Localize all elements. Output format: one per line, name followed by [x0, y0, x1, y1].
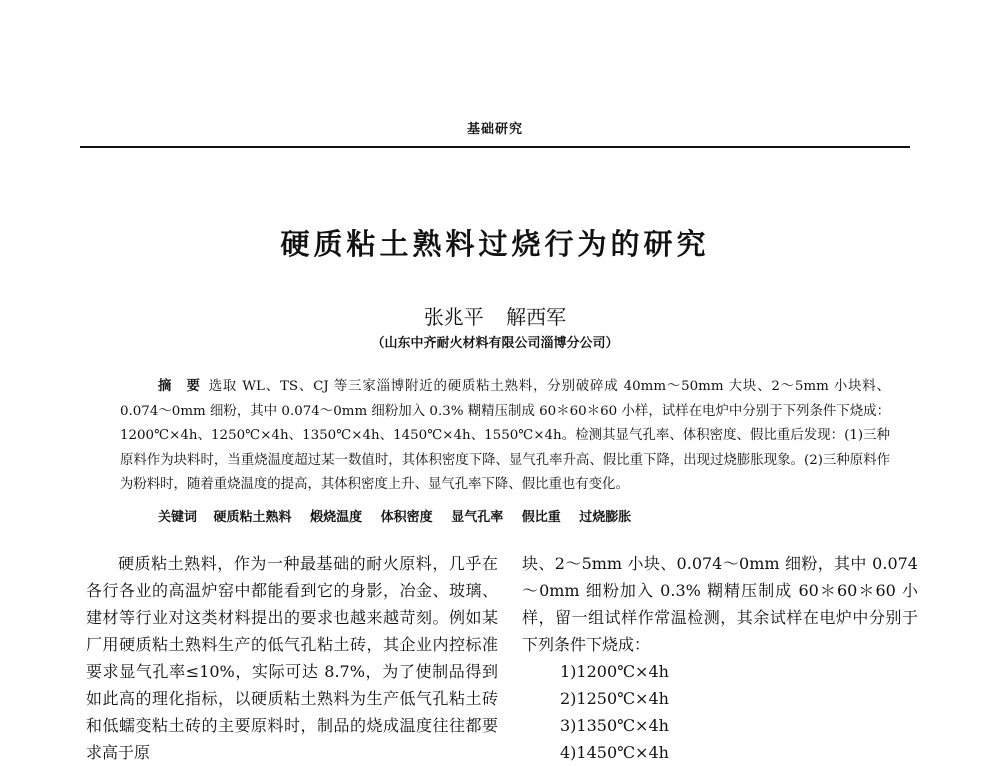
keyword: 硬质粘土熟料 [213, 510, 292, 525]
condition-item: 3)1350℃×4h [560, 716, 669, 735]
abstract-label: 摘 要 [158, 378, 201, 394]
body-right-column [522, 550, 918, 766]
header-rule [80, 146, 910, 148]
body-left-column [86, 550, 498, 766]
affiliation: （山东中齐耐火材料有限公司淄博分公司） [371, 336, 619, 351]
keyword: 显气孔率 [451, 510, 504, 525]
keyword: 体积密度 [380, 510, 433, 525]
method-paragraph: 块、2～5mm 小块、0.074～0mm 细粉，其中 0.074～0mm 细粉加入 0.3% 糊精压制成 60＊60＊60 小样，留一组试样作常温检测，其余试样在电炉中分别于下列条件下烧成： [522, 554, 918, 654]
keywords-label: 关键词 [158, 510, 198, 525]
condition-item: 2)1250℃×4h [560, 689, 669, 708]
paper-title: 硬质粘土熟料过烧行为的研究 [280, 227, 710, 261]
journal-section-header: 基础研究 [466, 122, 523, 137]
keywords [158, 506, 898, 525]
abstract [120, 374, 890, 498]
condition-item: 4)1450℃×4h [560, 743, 669, 762]
keyword: 过烧膨胀 [579, 510, 632, 525]
abstract-text: 选取 WL、TS、CJ 等三家淄博附近的硬质粘土熟料，分别破碎成 40mm～50mm 大块、2～5mm 小块料、0.074～0mm 细粉，其中 0.074～0mm 细粉加入 0.3% 糊精压制成 60＊60＊60 小样，试样在电炉中分别于下列条件下烧成：1200℃×4h、1250℃×4h、1350℃×4h、1450℃×4h、1550℃×4h。检测其显气孔率、体积密度、假比重后发现：(1)三种原料作为块料时，当重烧温度超过某一数值时，其体积密度下降、显气孔率升高、假比重下降，出现过烧膨胀现象。(2)三种原料作为粉料时，随着重烧温度的提高，其体积密度上升、显气孔率下降、假比重也有变化。 [120, 379, 890, 492]
keyword: 煅烧温度 [310, 510, 363, 525]
authors: 张兆平 解西军 [423, 305, 567, 329]
condition-item: 1)1200℃×4h [560, 662, 669, 681]
keyword: 假比重 [521, 510, 561, 525]
intro-paragraph: 硬质粘土熟料，作为一种最基础的耐火原料，几乎在各行各业的高温炉窑中都能看到它的身影，冶金、玻璃、建材等行业对这类材料提出的要求也越来越苛刻。例如某厂用硬质粘土熟料生产的低气孔粘土砖，其企业内控标准要求显气孔率≤10%，实际可达 8.7%，为了使制品得到如此高的理化指标，以硬质粘土熟料为生产低气孔粘土砖和低蠕变粘土砖的主要原料时，制品的烧成温度往往都要求高于原 [86, 554, 498, 762]
